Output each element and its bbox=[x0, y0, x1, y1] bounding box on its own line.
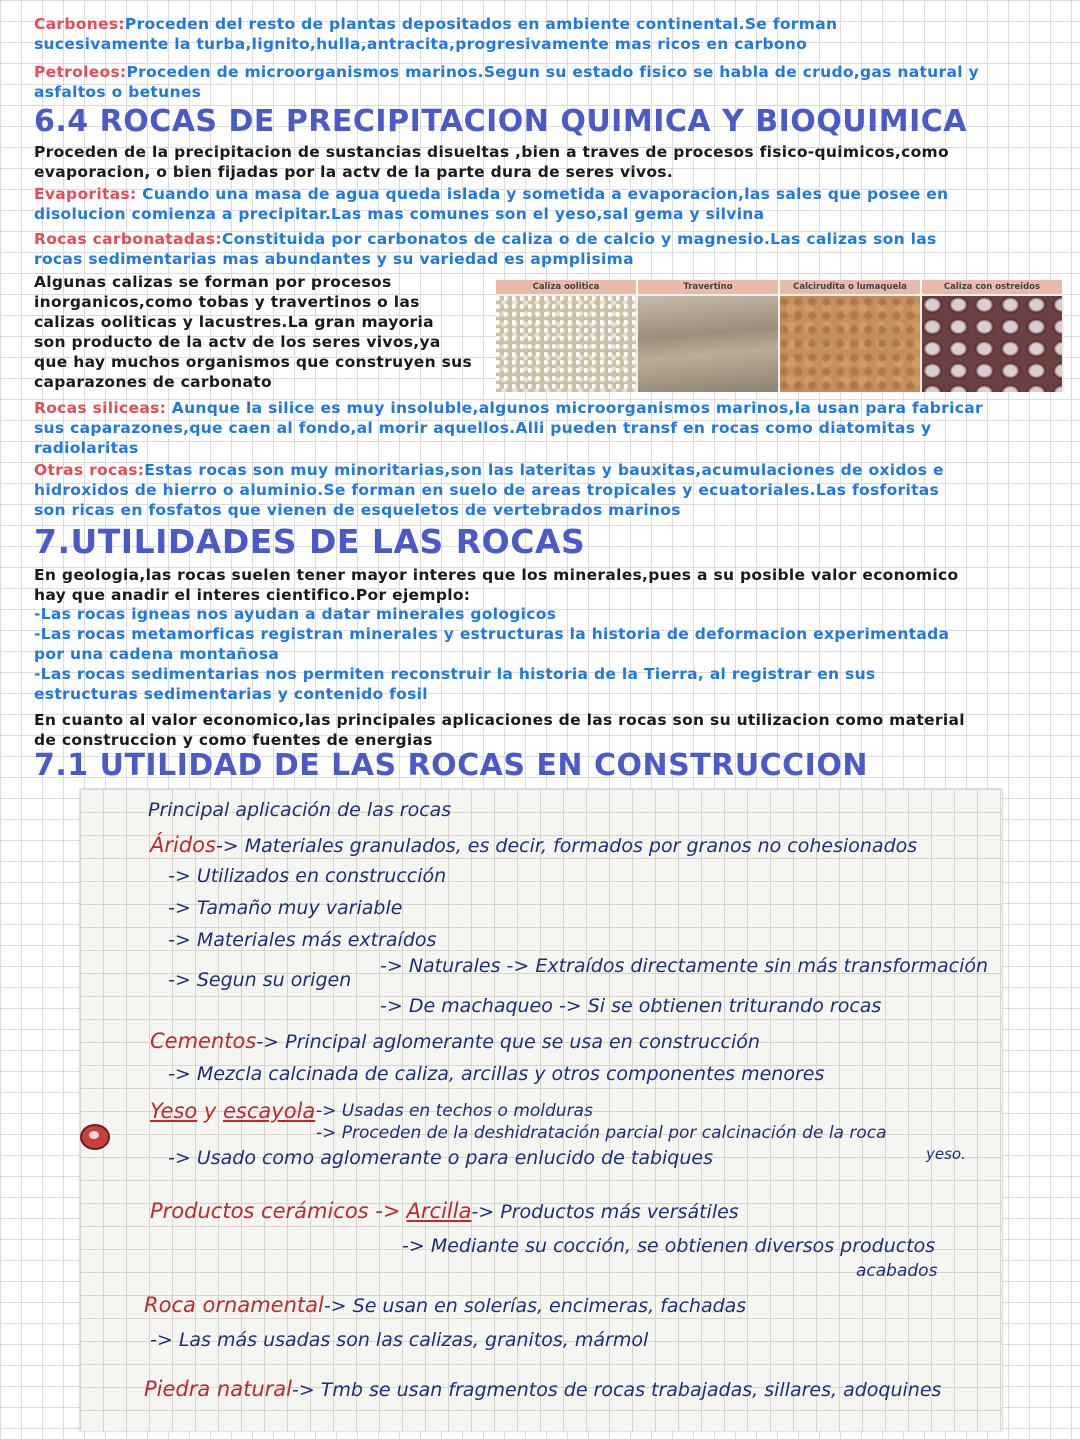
aridos-definition: -> Materiales granulados, es decir, formados por granos no cohesionados bbox=[215, 835, 918, 857]
caption-caliza-oolitica: Caliza oolitica bbox=[496, 280, 638, 294]
handwritten-notes-photo bbox=[80, 789, 1002, 1431]
petroleos-label: Petroleos: bbox=[34, 63, 127, 81]
petroleos-text: Proceden de microorganismos marinos.Segun su estado fisico se habla de crudo,gas natural y bbox=[126, 63, 979, 81]
arcilla-term: Arcilla bbox=[406, 1199, 472, 1223]
ornamental-point: -> Las más usadas son las calizas, granitos, mármol bbox=[150, 1329, 649, 1351]
arcilla-definition: -> Productos más versátiles bbox=[471, 1201, 739, 1223]
sec7-intro bbox=[34, 565, 1064, 605]
evaporitas-label: Evaporitas: bbox=[34, 185, 137, 203]
caliza-oolitica-image bbox=[496, 296, 636, 392]
otras-paragraph bbox=[34, 460, 1064, 520]
piedra-term: Piedra natural bbox=[144, 1377, 292, 1401]
carbones-text-2: sucesivamente la turba,lignito,hulla,antracita,progresivamente mas ricos en carbono bbox=[34, 35, 808, 53]
heading-7-1: 7.1 UTILIDAD DE LAS ROCAS EN CONSTRUCCION bbox=[34, 748, 868, 783]
otras-text: Estas rocas son muy minoritarias,son las lateritas y bauxitas,acumulaciones de oxidos e bbox=[144, 461, 944, 479]
siliceas-label: Rocas siliceas: bbox=[34, 399, 167, 417]
evaporitas-text-2: disolucion comienza a precipitar.Las mas comunes son el yeso,sal gema y silvina bbox=[34, 205, 765, 223]
ornamental-term: Roca ornamental bbox=[144, 1293, 324, 1317]
carbonatadas-text-2: rocas sedimentarias mas abundantes y su variedad es apmplisima bbox=[34, 250, 634, 268]
piedra-definition: -> Tmb se usan fragmentos de rocas trabajadas, sillares, adoquines bbox=[291, 1379, 942, 1401]
calizas-line: caparazones de carbonato bbox=[34, 373, 272, 391]
bullet-igneas: -Las rocas igneas nos ayudan a datar minerales gologicos bbox=[34, 605, 557, 623]
heading-7: 7.UTILIDADES DE LAS ROCAS bbox=[34, 522, 586, 561]
carbones-text: Proceden del resto de plantas depositados en ambiente continental.Se forman bbox=[124, 15, 838, 33]
bullet-sedimentarias: -Las rocas sedimentarias nos permiten reconstruir la historia de la Tierra, al registrar en sus bbox=[34, 665, 876, 683]
calizas-line: que hay muchos organismos que construyen sus bbox=[34, 353, 473, 371]
yeso-point: -> Usado como aglomerante o para enlucido de tabiques bbox=[168, 1147, 713, 1169]
ceramicos-term: Productos cerámicos -> bbox=[150, 1199, 401, 1223]
sec7-outro-1: En cuanto al valor economico,las principales aplicaciones de las rocas son su utilizacion como material bbox=[34, 711, 965, 729]
siliceas-paragraph bbox=[34, 398, 1064, 458]
aridos-point: -> Utilizados en construcción bbox=[168, 865, 447, 887]
yeso-point-end: yeso. bbox=[926, 1145, 966, 1163]
petroleos-paragraph bbox=[34, 62, 1064, 102]
evaporitas-paragraph bbox=[34, 184, 1064, 224]
cementos-point: -> Mezcla calcinada de caliza, arcillas y otros componentes menores bbox=[168, 1063, 825, 1085]
travertino-image bbox=[638, 296, 778, 392]
evaporitas-text: Cuando una masa de agua queda islada y sometida a evaporacion,las sales que posee en bbox=[136, 185, 949, 203]
otras-text-2: hidroxidos de hierro o aluminio.Se forman en suelo de areas tropicales y ecuatoriales.Las fosforitas bbox=[34, 481, 940, 499]
aridos-line bbox=[150, 833, 917, 857]
rock-image-headers bbox=[496, 280, 1064, 294]
otras-text-3: son ricas en fosfatos que vienen de esqueletos de vertebrados marinos bbox=[34, 501, 681, 519]
aridos-term: Áridos bbox=[150, 833, 216, 857]
sec7-intro-2: hay que anadir el interes cientifico.Por ejemplo: bbox=[34, 586, 471, 604]
caption-travertino: Travertino bbox=[638, 280, 780, 294]
heading-6-4: 6.4 ROCAS DE PRECIPITACION QUIMICA Y BIOQUIMICA bbox=[34, 104, 968, 139]
cementos-term: Cementos bbox=[150, 1029, 257, 1053]
aridos-origen: -> Segun su origen bbox=[168, 969, 352, 991]
notes-title: Principal aplicación de las rocas bbox=[148, 799, 452, 821]
sec7-outro-2: de construccion y como fuentes de energias bbox=[34, 731, 433, 749]
caption-calcirudita: Calcirudita o lumaquela bbox=[780, 280, 922, 294]
sec64-intro-1: Proceden de la precipitacion de sustancias disueltas ,bien a traves de procesos fisico-quimicos,como bbox=[34, 143, 949, 161]
carbonatadas-label: Rocas carbonatadas: bbox=[34, 230, 222, 248]
naturales-branch: -> Naturales -> Extraídos directamente sin más transformación bbox=[380, 955, 989, 977]
calizas-line: inorganicos,como tobas y travertinos o las bbox=[34, 293, 420, 311]
bullet-sedimentarias-2: estructuras sedimentarias y contenido fosil bbox=[34, 685, 428, 703]
sec7-outro bbox=[34, 710, 1064, 750]
yeso-point: -> Proceden de la deshidratación parcial por calcinación de la roca bbox=[316, 1123, 887, 1143]
rock-image-row bbox=[496, 296, 1064, 392]
bullet-metamorficas: -Las rocas metamorficas registran minerales y estructuras la historia de deformacion experimentada bbox=[34, 625, 950, 643]
sec64-intro-2: evaporacion, o bien fijadas por la actv de la parte dura de seres vivos. bbox=[34, 163, 674, 181]
petroleos-text-2: asfaltos o betunes bbox=[34, 83, 202, 101]
carbones-label: Carbones: bbox=[34, 15, 125, 33]
calizas-line: calizas ooliticas y lacustres.La gran mayoria bbox=[34, 313, 434, 331]
aridos-point: -> Tamaño muy variable bbox=[168, 897, 403, 919]
sec7-intro-1: En geologia,las rocas suelen tener mayor interes que los minerales,pues a su posible valor economico bbox=[34, 566, 959, 584]
escayola-term: escayola bbox=[223, 1099, 316, 1123]
siliceas-text: Aunque la silice es muy insoluble,algunos microorganismos marinos,la usan para fabricar bbox=[166, 399, 983, 417]
otras-label: Otras rocas: bbox=[34, 461, 145, 479]
siliceas-text-3: radiolaritas bbox=[34, 439, 139, 457]
yeso-point: -> Usadas en techos o molduras bbox=[316, 1101, 593, 1121]
ornamental-line bbox=[144, 1293, 746, 1317]
sec7-bullets bbox=[34, 604, 1064, 704]
yeso-and: y bbox=[197, 1099, 224, 1123]
cementos-line bbox=[150, 1029, 760, 1053]
machaqueo-branch: -> De machaqueo -> Si se obtienen triturando rocas bbox=[380, 995, 882, 1017]
aridos-point: -> Materiales más extraídos bbox=[168, 929, 437, 951]
ornamental-definition: -> Se usan en solerías, encimeras, fachadas bbox=[323, 1295, 747, 1317]
carbonatadas-paragraph bbox=[34, 229, 1064, 269]
yeso-term: Yeso bbox=[150, 1099, 198, 1123]
caption-caliza-ostreidos: Caliza con ostreidos bbox=[922, 280, 1064, 294]
calizas-line: son producto de la actv de los seres vivos,ya bbox=[34, 333, 441, 351]
carbones-paragraph bbox=[34, 14, 1064, 54]
cementos-definition: -> Principal aglomerante que se usa en construcción bbox=[256, 1031, 760, 1053]
yeso-line bbox=[150, 1099, 315, 1123]
arcilla-point: -> Mediante su cocción, se obtienen diversos productos bbox=[402, 1235, 936, 1257]
calizas-paragraph bbox=[34, 272, 504, 392]
sec64-intro bbox=[34, 142, 1064, 182]
sticker-icon bbox=[80, 1124, 110, 1150]
rock-image-table bbox=[496, 280, 1064, 392]
siliceas-text-2: sus caparazones,que caen al fondo,al morir aquellos.Alli pueden transf en rocas como diatomitas y bbox=[34, 419, 932, 437]
caliza-ostreidos-image bbox=[922, 296, 1062, 392]
carbonatadas-text: Constituida por carbonatos de caliza o de calcio y magnesio.Las calizas son las bbox=[221, 230, 937, 248]
arcilla-point-end: acabados bbox=[856, 1261, 938, 1281]
piedra-line bbox=[144, 1377, 941, 1401]
ceramicos-line bbox=[150, 1199, 739, 1223]
calcirudita-image bbox=[780, 296, 920, 392]
bullet-metamorficas-2: por una cadena montañosa bbox=[34, 645, 280, 663]
calizas-line: Algunas calizas se forman por procesos bbox=[34, 273, 392, 291]
